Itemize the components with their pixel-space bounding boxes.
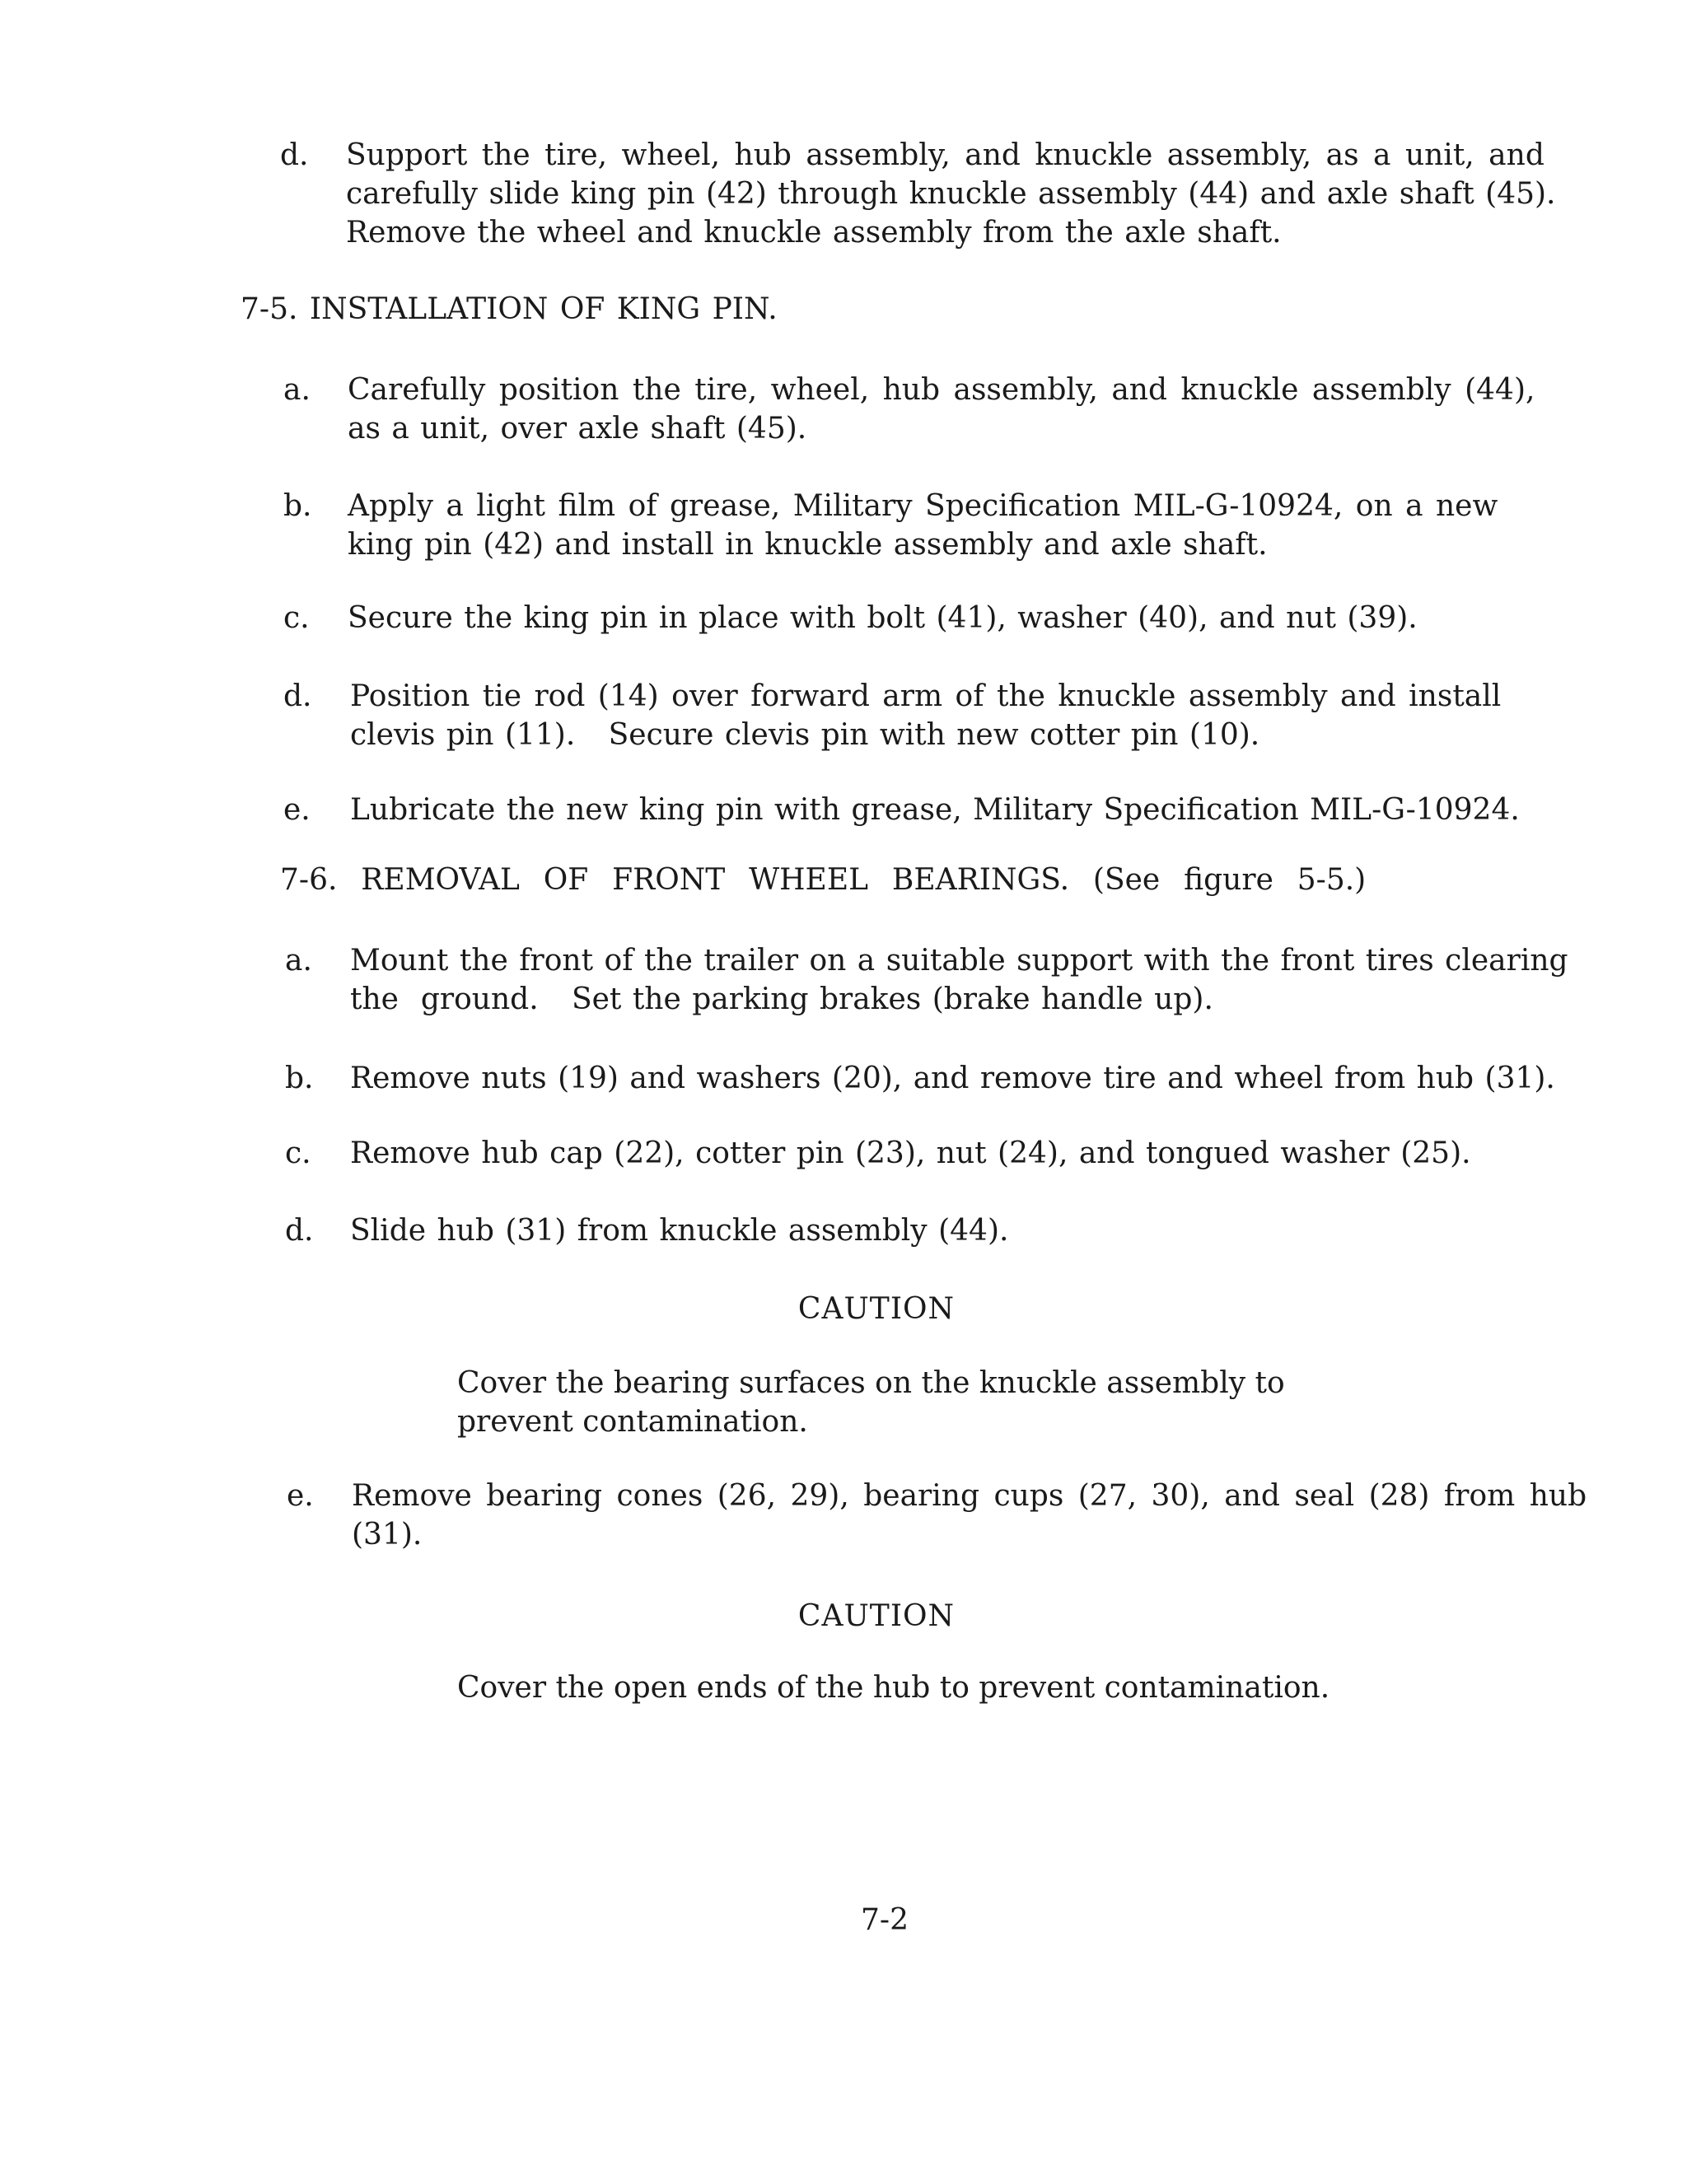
- step-7-5-e: [283, 791, 1520, 829]
- step-text-line: Position tie rod (14) over forward arm of the knuckle assembly and install: [350, 679, 1502, 713]
- step-7-5-c: [283, 599, 1502, 637]
- step-letter: a.: [283, 373, 311, 407]
- step-prev-d: [280, 136, 1556, 252]
- page-number: 7-2: [861, 1903, 909, 1937]
- caution-title: CAUTION: [797, 1292, 956, 1326]
- caution-text-line: Cover the bearing surfaces on the knuckle assembly to: [457, 1366, 1285, 1400]
- step-letter: d.: [280, 138, 309, 172]
- step-7-6-c: [285, 1134, 1521, 1173]
- caution-text: [457, 1668, 1330, 1707]
- step-7-6-a: [285, 941, 1568, 1019]
- step-text-line: Lubricate the new king pin with grease, Military Specification MIL-G-10924.: [350, 793, 1520, 827]
- step-letter: e.: [287, 1479, 314, 1513]
- step-7-6-b: [285, 1059, 1555, 1098]
- step-letter: c.: [285, 1136, 311, 1170]
- step-text-line: as a unit, over axle shaft (45).: [348, 412, 807, 446]
- step-7-5-b: [283, 487, 1502, 564]
- step-letter: b.: [283, 489, 312, 523]
- step-text-line: Support the tire, wheel, hub assembly, and knuckle assembly, as a unit, and: [346, 138, 1544, 172]
- caution-title: CAUTION: [797, 1599, 956, 1633]
- section-heading-7-6: 7-6. REMOVAL OF FRONT WHEEL BEARINGS. (See figure 5-5.): [280, 863, 1367, 897]
- step-text-line: the ground. Set the parking brakes (brake handle up).: [350, 982, 1213, 1016]
- step-text-line: Remove hub cap (22), cotter pin (23), nut (24), and tongued washer (25).: [350, 1136, 1471, 1170]
- caution-text-line: prevent contamination.: [457, 1405, 808, 1439]
- step-text-line: carefully slide king pin (42) through knuckle assembly (44) and axle shaft (45).: [346, 177, 1556, 211]
- caution-text-line: Cover the open ends of the hub to prevent contamination.: [457, 1671, 1330, 1705]
- step-text-line: Remove nuts (19) and washers (20), and remove tire and wheel from hub (31).: [350, 1062, 1555, 1095]
- step-7-5-d: [283, 677, 1502, 754]
- step-text-line: Slide hub (31) from knuckle assembly (44).: [350, 1214, 1009, 1248]
- step-text-line: Mount the front of the trailer on a suitable support with the front tires clearing: [350, 944, 1568, 978]
- step-text-line: Secure the king pin in place with bolt (41), washer (40), and nut (39).: [348, 601, 1418, 635]
- step-text-line: Remove the wheel and knuckle assembly from the axle shaft.: [346, 216, 1282, 250]
- step-7-6-d: [285, 1211, 1521, 1250]
- step-letter: e.: [283, 793, 311, 827]
- step-text-line: king pin (42) and install in knuckle assembly and axle shaft.: [348, 528, 1268, 562]
- step-letter: a.: [285, 944, 312, 978]
- step-text-line: (31).: [352, 1518, 423, 1552]
- step-text-line: clevis pin (11). Secure clevis pin with new cotter pin (10).: [350, 718, 1260, 752]
- step-7-5-a: [283, 371, 1535, 448]
- step-letter: d.: [285, 1214, 314, 1248]
- step-letter: c.: [283, 601, 310, 635]
- step-text-line: Apply a light film of grease, Military Specification MIL-G-10924, on a new: [348, 489, 1498, 523]
- step-letter: b.: [285, 1062, 314, 1095]
- section-heading-7-5: 7-5. INSTALLATION OF KING PIN.: [241, 292, 778, 326]
- step-text-line: Carefully position the tire, wheel, hub assembly, and knuckle assembly (44),: [348, 373, 1535, 407]
- caution-text: [457, 1364, 1285, 1441]
- step-text-line: Remove bearing cones (26, 29), bearing cups (27, 30), and seal (28) from hub: [352, 1479, 1587, 1513]
- step-7-6-e: [287, 1477, 1587, 1554]
- step-letter: d.: [283, 679, 312, 713]
